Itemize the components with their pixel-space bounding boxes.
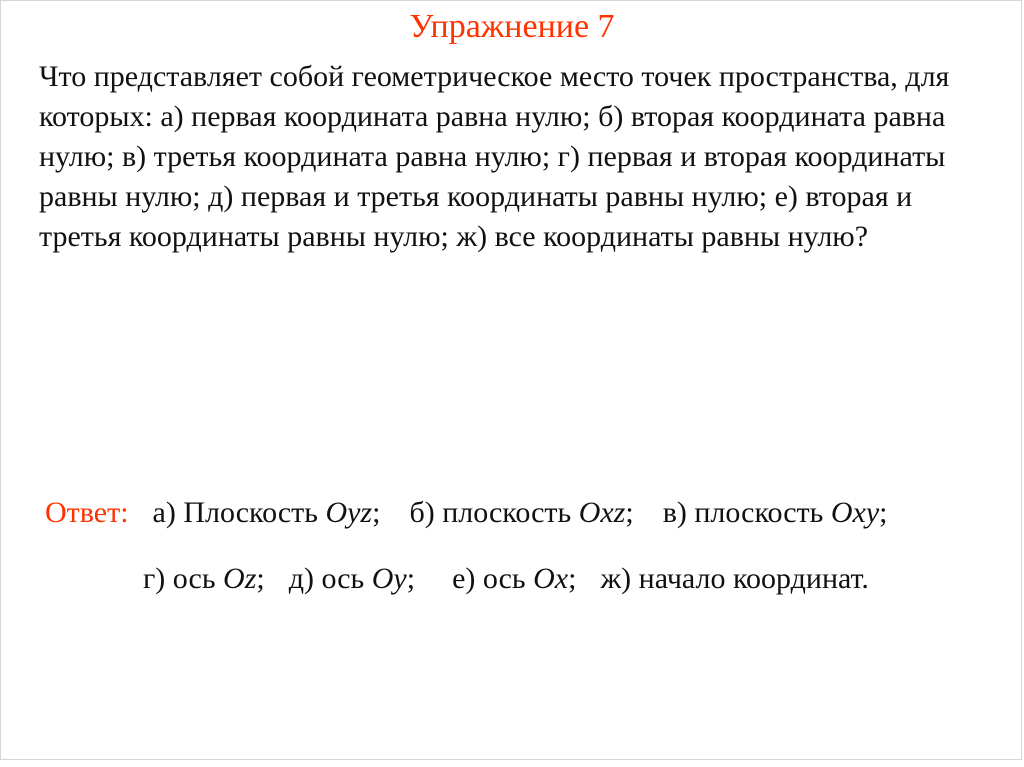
answer-item-zh	[600, 562, 868, 595]
answer-line-2	[143, 561, 869, 597]
answer-item-d	[289, 562, 415, 595]
answer-item-suffix: .	[861, 562, 869, 595]
answer-item-b	[409, 496, 633, 529]
answer-item-a	[153, 496, 381, 529]
answer-item-suffix: ;	[406, 562, 416, 595]
answer-item-suffix: ;	[256, 562, 265, 595]
answer-item-prefix: б) плоскость	[409, 496, 579, 529]
question-text: Что представляет собой геометрическое место точек пространства, для которых: а) первая координата равна нулю; б) вторая координата равна нулю; в) третья координата равна нулю; г) первая и вторая координаты равны нулю; д) первая и третья координаты равны нулю; е) вторая и третья координаты равны нулю; ж) все координаты равны нулю?	[39, 60, 950, 253]
answer-item-prefix: д) ось	[288, 562, 372, 595]
answer-item-prefix: а) Плоскость	[152, 496, 326, 529]
answer-line-1	[45, 495, 888, 531]
answer-item-math: Oxz	[578, 496, 626, 529]
answer-item-prefix: в) плоскость	[662, 496, 831, 529]
answer-item-e	[452, 562, 576, 595]
answer-item-v	[663, 496, 888, 529]
answer-item-suffix: ;	[372, 496, 381, 529]
answer-item-suffix: ;	[625, 496, 634, 529]
answer-item-suffix: ;	[568, 562, 577, 595]
answer-item-math: Ox	[533, 562, 569, 595]
answer-item-prefix: е) ось	[452, 562, 534, 595]
answer-item-prefix: ж) начало координат	[600, 562, 862, 595]
answer-label: Ответ:	[45, 496, 129, 529]
answer-item-prefix: г) ось	[143, 562, 224, 595]
answer-item-math: Oy	[371, 562, 407, 595]
slide-title: Упражнение 7	[409, 8, 615, 45]
answer-item-math: Oyz	[325, 496, 373, 529]
answer-item-math: Oxy	[830, 496, 880, 529]
answer-item-g	[143, 562, 265, 595]
answer-item-math: Oz	[223, 562, 257, 595]
answer-item-suffix: ;	[879, 496, 888, 529]
